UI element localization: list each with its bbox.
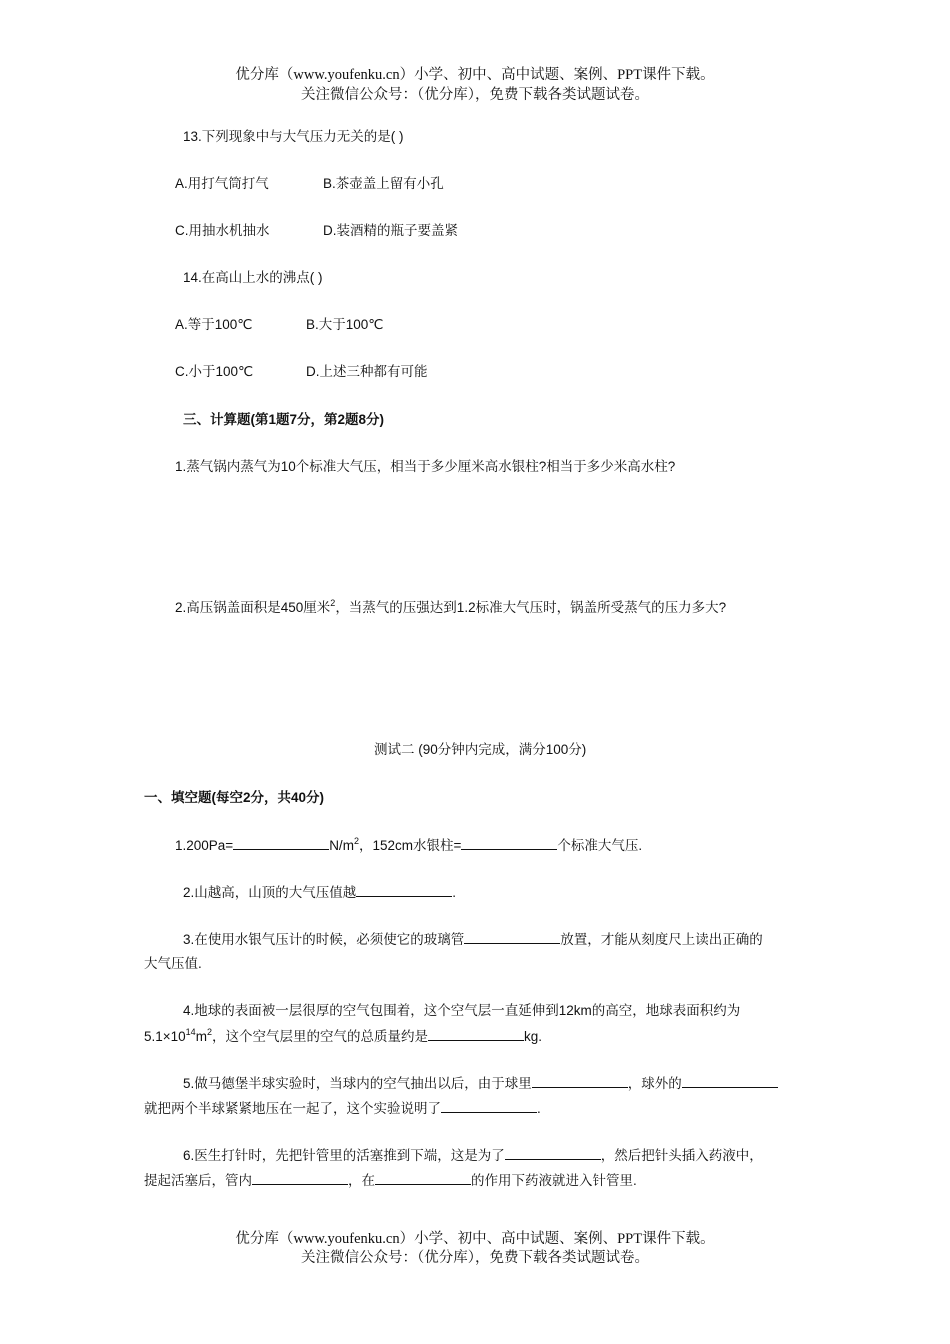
q13-option-b: B.茶壶盖上留有小孔 [323, 176, 444, 191]
q13-option-c: C.用抽水机抽水 [175, 223, 270, 238]
answer-blank[interactable] [356, 883, 452, 897]
q14-stem: 14.在高山上水的沸点( ) [183, 270, 323, 285]
section3-title: 三、计算题(第1题7分，第2题8分) [183, 412, 385, 427]
header-line-1: 优分库（www.youfenku.cn）小学、初中、高中试题、案例、PPT课件下载。 [235, 67, 715, 83]
answer-blank[interactable] [428, 1027, 524, 1041]
fill-question-6: 6.医生打针时，先把针管里的活塞推到下端，这是为了 ，然后把针头插入药液中， [183, 1148, 763, 1163]
footer-line-1: 优分库（www.youfenku.cn）小学、初中、高中试题、案例、PPT课件下载。 [235, 1231, 715, 1247]
calc-question-1: 1.蒸气锅内蒸气为10个标准大气压，相当于多少厘米高水银柱?相当于多少米高水柱? [175, 459, 676, 474]
answer-blank[interactable] [375, 1171, 471, 1185]
footer-line-2: 关注微信公众号：（优分库），免费下载各类试题试卷。 [301, 1250, 649, 1266]
q14-option-b: B.大于100℃ [306, 317, 384, 332]
calc-question-2: 2.高压锅盖面积是450厘米$^2$，当蒸气的压强达到1.2标准大气压时，锅盖所受蒸气的压力多大? [175, 598, 727, 615]
fill-question-5-cont: 就把两个半球紧紧地压在一起了，这个实验说明了 . [144, 1101, 541, 1116]
q13-option-d: D.装酒精的瓶子要盖紧 [323, 223, 458, 238]
fill-question-5: 5.做马德堡半球实验时，当球内的空气抽出以后，由于球里 ，球外的 [183, 1074, 778, 1093]
answer-blank[interactable] [505, 1146, 601, 1160]
answer-blank[interactable] [252, 1171, 348, 1185]
answer-blank[interactable] [464, 930, 560, 944]
fill-question-4-cont: $5.1\times 10^{14}m^2$，这个空气层里的空气的总质量约是 kg. [144, 1027, 542, 1044]
q14-option-c: C.小于100℃ [175, 364, 254, 379]
answer-blank[interactable] [682, 1074, 778, 1088]
answer-blank[interactable] [441, 1099, 537, 1113]
answer-blank[interactable] [532, 1074, 628, 1088]
fill-question-4: 4.地球的表面被一层很厚的空气包围着，这个空气层一直延伸到12km的高空，地球表面积约为 [183, 1003, 741, 1018]
fill-question-2: 2.山越高，山顶的大气压值越 . [183, 885, 457, 900]
fill-question-1: $1.200Pa= N/m^2$，152cm水银柱= 个标准大气压. [175, 836, 643, 853]
answer-blank[interactable] [233, 836, 329, 850]
q14-option-d: D.上述三种都有可能 [306, 364, 428, 379]
fill-question-3: 3.在使用水银气压计的时候，必须使它的玻璃管 放置，才能从刻度尺上读出正确的 [183, 932, 763, 947]
fill-section-title: 一、填空题(每空2分，共40分) [144, 790, 325, 805]
q13-option-a: A.用打气筒打气 [175, 176, 269, 191]
q14-option-a: A.等于100℃ [175, 317, 253, 332]
fill-question-6-cont: 提起活塞后，管内 ，在 的作用下药液就进入针管里. [144, 1173, 637, 1188]
answer-blank[interactable] [461, 836, 557, 850]
q13-stem: 13.下列现象中与大气压力无关的是( ) [183, 129, 404, 144]
test2-title: 测试二 (90分钟内完成，满分100分) [374, 742, 587, 757]
header-line-2: 关注微信公众号：（优分库），免费下载各类试题试卷。 [301, 87, 649, 103]
fill-question-3-cont: 大气压值. [144, 956, 202, 971]
